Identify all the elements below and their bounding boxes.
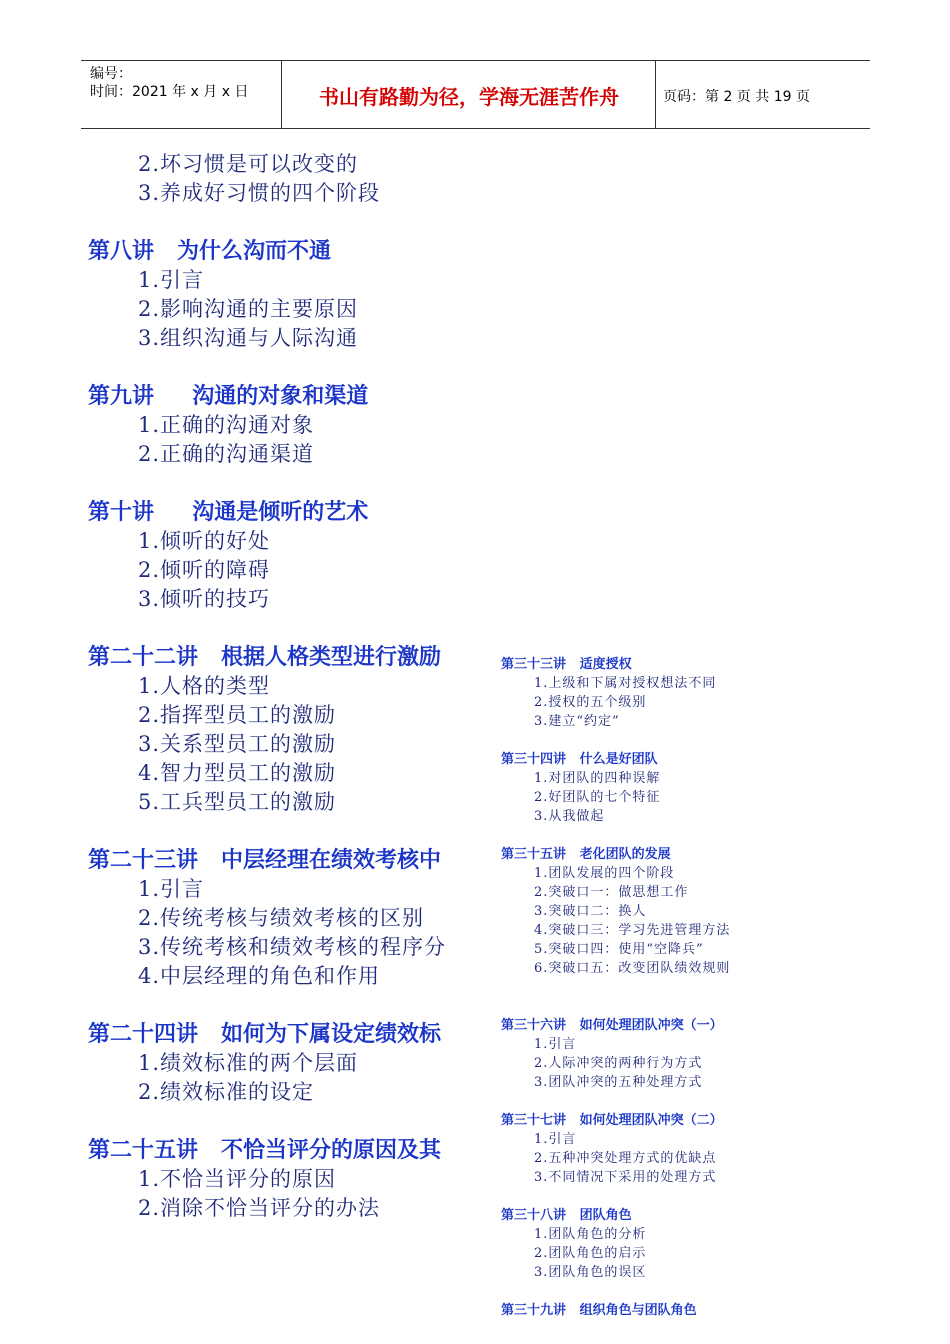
lecture-item: 4.突破口三：学习先进管理方法 <box>534 923 731 938</box>
lecture-title: 第三十七讲 如何处理团队冲突（二） <box>501 1113 723 1128</box>
lecture-item: 2.指挥型员工的激励 <box>138 703 337 727</box>
toc-section <box>88 498 490 614</box>
lecture-item: 3.建立“约定” <box>534 714 620 729</box>
lecture-item: 1.人格的类型 <box>138 674 271 698</box>
left-column-toc <box>88 150 490 1223</box>
lecture-item: 5.突破口四：使用“空降兵” <box>534 942 704 957</box>
toc-section-small <box>501 655 941 731</box>
document-date: 时间：2021 年 x 月 x 日 <box>90 84 249 100</box>
right-column-toc <box>501 655 941 1320</box>
toc-section <box>88 1136 490 1223</box>
header-motto: 书山有路勤为径，学海无涯苦作舟 <box>319 85 619 109</box>
lecture-item: 1.引言 <box>534 1132 577 1147</box>
lecture-title: 第二十二讲 根据人格类型进行激励 <box>88 644 441 670</box>
lecture-title: 第三十五讲 老化团队的发展 <box>501 847 671 862</box>
lecture-item: 2.绩效标准的设定 <box>138 1080 315 1104</box>
lecture-item: 6.突破口五：改变团队绩效规则 <box>534 961 731 976</box>
lecture-item: 4.中层经理的角色和作用 <box>138 964 381 988</box>
lecture-item: 2.突破口一：做思想工作 <box>534 885 689 900</box>
lecture-item: 2.影响沟通的主要原因 <box>138 297 359 321</box>
lecture-item: 2.消除不恰当评分的办法 <box>138 1196 381 1220</box>
toc-section <box>88 382 490 469</box>
lecture-item: 1.引言 <box>138 877 205 901</box>
lecture-item: 1.上级和下属对授权想法不同 <box>534 676 717 691</box>
toc-section-small <box>501 1016 941 1092</box>
lecture-item: 1.团队发展的四个阶段 <box>534 866 675 881</box>
lecture-item: 1.对团队的四种误解 <box>534 771 661 786</box>
lecture-title: 第二十五讲 不恰当评分的原因及其 <box>88 1137 441 1163</box>
page-number: 页码：第 2 页 共 19 页 <box>663 89 810 105</box>
toc-section-small <box>501 1301 941 1320</box>
toc-section <box>88 150 490 208</box>
lecture-title: 第十讲 沟通是倾听的艺术 <box>88 499 369 525</box>
lecture-item: 3.养成好习惯的四个阶段 <box>138 181 381 205</box>
lecture-item: 3.突破口二：换人 <box>534 904 647 919</box>
lecture-item: 1.引言 <box>138 268 205 292</box>
lecture-item: 2.人际冲突的两种行为方式 <box>534 1056 703 1071</box>
lecture-item: 3.团队冲突的五种处理方式 <box>534 1075 703 1090</box>
lecture-item: 3.倾听的技巧 <box>138 587 271 611</box>
lecture-title: 第三十九讲 组织角色与团队角色 <box>501 1303 697 1318</box>
lecture-title: 第二十四讲 如何为下属设定绩效标 <box>88 1021 441 1047</box>
lecture-title: 第三十六讲 如何处理团队冲突（一） <box>501 1018 723 1033</box>
lecture-item: 1.引言 <box>534 1037 577 1052</box>
toc-section <box>88 643 490 817</box>
lecture-item: 5.工兵型员工的激励 <box>138 790 337 814</box>
toc-section-small <box>501 845 941 978</box>
lecture-item: 2.正确的沟通渠道 <box>138 442 315 466</box>
toc-section <box>88 846 490 991</box>
page-header <box>81 60 870 129</box>
toc-section <box>88 1020 490 1107</box>
lecture-item: 2.五种冲突处理方式的优缺点 <box>534 1151 717 1166</box>
lecture-item: 2.好团队的七个特征 <box>534 790 661 805</box>
toc-section <box>88 237 490 353</box>
lecture-item: 3.从我做起 <box>534 809 605 824</box>
header-divider <box>655 61 656 128</box>
lecture-item: 2.坏习惯是可以改变的 <box>138 152 359 176</box>
header-meta <box>90 65 248 101</box>
toc-section-small <box>501 1111 941 1187</box>
lecture-item: 3.组织沟通与人际沟通 <box>138 326 359 350</box>
lecture-title: 第三十八讲 团队角色 <box>501 1208 632 1223</box>
lecture-item: 2.授权的五个级别 <box>534 695 647 710</box>
lecture-item: 1.倾听的好处 <box>138 529 271 553</box>
lecture-title: 第九讲 沟通的对象和渠道 <box>88 383 369 409</box>
lecture-item: 3.不同情况下采用的处理方式 <box>534 1170 717 1185</box>
lecture-item: 4.智力型员工的激励 <box>138 761 337 785</box>
lecture-title: 第三十三讲 适度授权 <box>501 657 632 672</box>
lecture-item: 3.传统考核和绩效考核的程序分 <box>138 935 447 959</box>
lecture-item: 1.正确的沟通对象 <box>138 413 315 437</box>
lecture-title: 第八讲 为什么沟而不通 <box>88 238 331 264</box>
lecture-item: 3.团队角色的误区 <box>534 1265 647 1280</box>
lecture-item: 2.团队角色的启示 <box>534 1246 647 1261</box>
lecture-item: 2.倾听的障碍 <box>138 558 271 582</box>
lecture-item: 1.团队角色的分析 <box>534 1227 647 1242</box>
lecture-title: 第三十四讲 什么是好团队 <box>501 752 658 767</box>
lecture-item: 2.传统考核与绩效考核的区别 <box>138 906 425 930</box>
toc-section-small <box>501 750 941 826</box>
toc-section-small <box>501 1206 941 1282</box>
document-code-label: 编号： <box>90 66 132 82</box>
lecture-title: 第二十三讲 中层经理在绩效考核中 <box>88 847 441 873</box>
lecture-item: 3.关系型员工的激励 <box>138 732 337 756</box>
lecture-item: 1.绩效标准的两个层面 <box>138 1051 359 1075</box>
lecture-item: 1.不恰当评分的原因 <box>138 1167 337 1191</box>
